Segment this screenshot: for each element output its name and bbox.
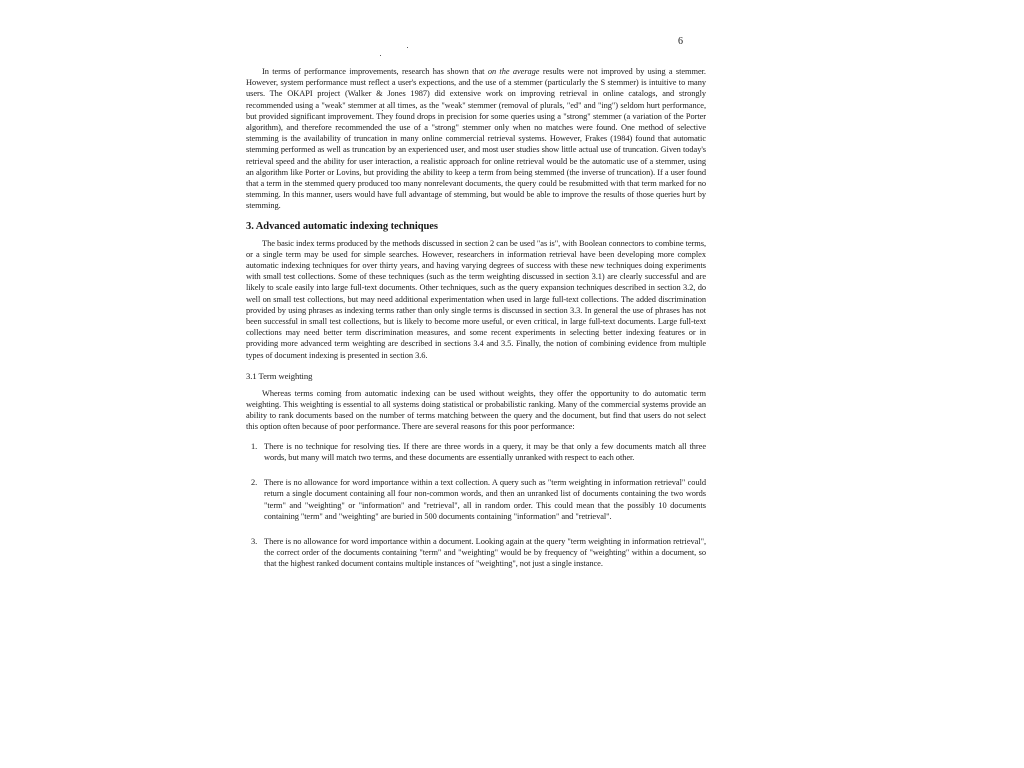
section-3-paragraph: The basic index terms produced by the methods discussed in section 2 can be used "as is", with Boolean connectors to combine terms, or a single term may be used for simple searches. However, researchers in information retrieval have been developing more complex automatic indexing techniques for over thirty years, and having varying degrees of success with these new techniques doing experiments with small test collections. Some of these techniques (such as the term weighting discussed in section 3.1) are clearly successful and are likely to scale easily into large full-text documents. Other techniques, such as the query expansion techniques described in section 3.2, do well on small test collections, but may need additional experimentation when used in large full-text collections. The added discrimination provided by using phrases as indexing terms rather than only single terms is discussed in section 3.3. In general the use of phrases has not been successful in small test collections, but is likely to become more useful, or even critical, in large full-text documents. Large full-text collections may need better term discrimination measures, and some recent experiments in selecting better indexing features or in providing more advanced term weighting are described in sections 3.4 and 3.5. Finally, the notion of combining evidence from multiple types of document indexing is presented in section 3.6. [246,238,706,360]
body-column [246,66,706,584]
reasons-list [246,441,706,570]
list-item-number: 1. [251,441,258,451]
list-item-number: 2. [251,478,258,488]
list-item-text: There is no allowance for word importance within a document. Looking again at the query "term weighting in information retrieval", the correct order of the documents containing "term" and "weighting" would be by frequency of "weighting" within a document, so that the highest ranked document contains multiple instances of "weighting", not just a single instance. [264,536,706,569]
scan-speck [407,47,408,48]
list-item [246,536,706,570]
scan-speck [380,55,381,56]
document-page [246,0,706,768]
list-item-text: There is no allowance for word importance within a text collection. A query such as "term weighting in information retrieval" could return a single document containing all four non-common words, and then an unranked list of documents containing the two words "term" and "weighting" or "information" and "retrieval", all in random order. This could mean that the possibly 10 documents containing "term" and "weighting" are buried in 500 documents containing "information" and "retrieval". [264,478,706,521]
intro-emphasis: on the average [487,67,540,76]
list-item-text: There is no technique for resolving ties. If there are three words in a query, it may be that only a few documents match all three words, but many will match two terms, and these documents are essentially unranked with respect to each other. [264,441,706,462]
list-item-number: 3. [251,536,258,546]
intro-text-a: In terms of performance improvements, research has shown that [262,67,488,76]
page-number: 6 [678,36,683,47]
list-item [246,441,706,463]
section-3-1-paragraph: Whereas terms coming from automatic indexing can be used without weights, they offer the opportunity to do automatic term weighting. This weighting is essential to all systems doing statistical or probabilistic ranking. Many of the commercial systems provide an ability to rank documents based on the number of terms matching between the query and the document, but find that users do not select this option often because of poor performance. There are several reasons for this poor performance: [246,388,706,432]
list-item [246,477,706,522]
intro-text-b: results were not improved by using a stemmer. However, system performance must reflect a user's expections, and the use of a stemmer (particularly the S stemmer) is intuitive to many users. The OKAPI project (Walker & Jones 1987) did extensive work on improving retrieval in online catalogs, and strongly recommended using a "weak" stemmer at all times, as the "weak" stemmer (removal of plurals, "ed" and "ing") seldom hurt performance, but provided significant improvement. They found drops in precision for some queries using a "strong" stemmer (a variation of the Porter algorithm), and therefore recommended the use of a "strong" stemmer only when no matches were found. One method of selective stemming is the availability of truncation in many online commercial retrieval systems. However, Frakes (1984) found that automatic stemming performed as well as truncation by an experienced user, and most user studies show little actual use of truncation. Given today's retrieval speed and the ability for user interaction, a realistic approach for online retrieval would be the automatic use of a stemmer, using an algorithm like Porter or Lovins, but providing the ability to keep a term from being stemmed (the inverse of truncation). If a user found that a term in the stemmed query produced too many nonrelevant documents, the query could be resubmitted with that term marked for no stemming. In this manner, users would have full advantage of stemming, but would be able to improve the results of those queries hurt by stemming. [246,67,706,211]
section-3-heading: 3. Advanced automatic indexing techniques [246,220,438,232]
scan-speck [382,110,383,111]
intro-paragraph [246,66,706,212]
section-3-1-heading: 3.1 Term weighting [246,370,313,381]
